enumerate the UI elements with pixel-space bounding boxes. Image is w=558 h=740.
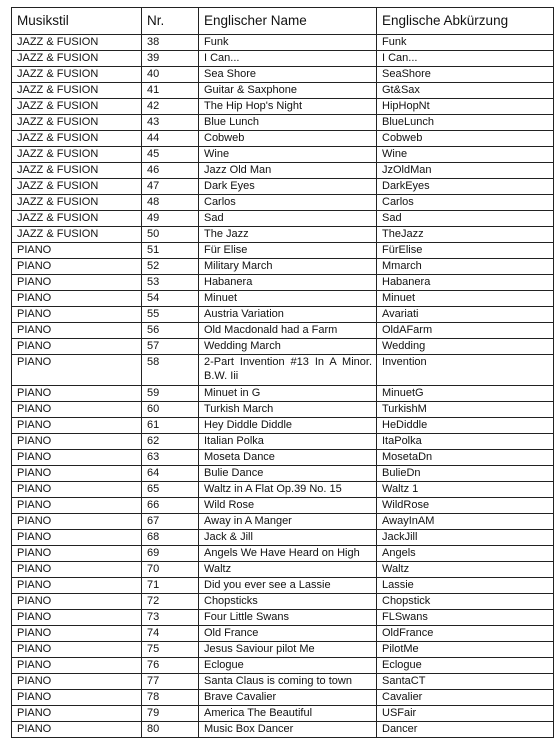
table-row — [12, 706, 554, 722]
cell-musikstil: PIANO — [12, 386, 142, 402]
cell-nr: 48 — [142, 195, 199, 211]
cell-englische-abkuerzung: Sad — [377, 211, 554, 227]
cell-nr: 43 — [142, 115, 199, 131]
cell-englischer-name: Cobweb — [199, 131, 377, 147]
table-row — [12, 131, 554, 147]
cell-englischer-name: Brave Cavalier — [199, 690, 377, 706]
cell-nr: 60 — [142, 402, 199, 418]
cell-musikstil: PIANO — [12, 291, 142, 307]
table-row — [12, 530, 554, 546]
cell-musikstil: PIANO — [12, 243, 142, 259]
cell-musikstil: PIANO — [12, 307, 142, 323]
cell-englische-abkuerzung: Chopstick — [377, 594, 554, 610]
cell-nr: 38 — [142, 35, 199, 51]
cell-musikstil: PIANO — [12, 642, 142, 658]
cell-englische-abkuerzung: I Can... — [377, 51, 554, 67]
table-row — [12, 578, 554, 594]
cell-englische-abkuerzung: AwayInAM — [377, 514, 554, 530]
cell-englischer-name: Eclogue — [199, 658, 377, 674]
table-row — [12, 307, 554, 323]
table-row — [12, 482, 554, 498]
cell-englische-abkuerzung: Carlos — [377, 195, 554, 211]
cell-englische-abkuerzung: Gt&Sax — [377, 83, 554, 99]
table-row — [12, 674, 554, 690]
table-row — [12, 562, 554, 578]
cell-englischer-name: Moseta Dance — [199, 450, 377, 466]
cell-englischer-name: Jazz Old Man — [199, 163, 377, 179]
cell-musikstil: PIANO — [12, 610, 142, 626]
cell-nr: 39 — [142, 51, 199, 67]
cell-nr: 80 — [142, 722, 199, 738]
table-row — [12, 179, 554, 195]
cell-englischer-name: Jesus Saviour pilot Me — [199, 642, 377, 658]
cell-englische-abkuerzung: Waltz 1 — [377, 482, 554, 498]
cell-englische-abkuerzung: Funk — [377, 35, 554, 51]
cell-nr: 76 — [142, 658, 199, 674]
cell-englischer-name: Italian Polka — [199, 434, 377, 450]
cell-nr: 67 — [142, 514, 199, 530]
table-row — [12, 355, 554, 386]
cell-musikstil: JAZZ & FUSION — [12, 163, 142, 179]
cell-musikstil: JAZZ & FUSION — [12, 51, 142, 67]
cell-englische-abkuerzung: Waltz — [377, 562, 554, 578]
header-englischer-name: Englischer Name — [199, 8, 377, 35]
table-row — [12, 466, 554, 482]
cell-musikstil: PIANO — [12, 402, 142, 418]
table-row — [12, 402, 554, 418]
table-row — [12, 291, 554, 307]
cell-englischer-name: Funk — [199, 35, 377, 51]
song-table — [11, 7, 554, 738]
cell-musikstil: PIANO — [12, 626, 142, 642]
cell-englischer-name: Wild Rose — [199, 498, 377, 514]
cell-nr: 78 — [142, 690, 199, 706]
cell-musikstil: PIANO — [12, 275, 142, 291]
cell-nr: 41 — [142, 83, 199, 99]
cell-nr: 65 — [142, 482, 199, 498]
cell-englischer-name: Wine — [199, 147, 377, 163]
cell-englische-abkuerzung: SantaCT — [377, 674, 554, 690]
header-englische-abkuerzung: Englische Abkürzung — [377, 8, 554, 35]
cell-musikstil: PIANO — [12, 658, 142, 674]
cell-nr: 79 — [142, 706, 199, 722]
table-row — [12, 35, 554, 51]
cell-musikstil: JAZZ & FUSION — [12, 211, 142, 227]
cell-englischer-name: Four Little Swans — [199, 610, 377, 626]
cell-musikstil: PIANO — [12, 690, 142, 706]
cell-englische-abkuerzung: Wedding — [377, 339, 554, 355]
cell-nr: 42 — [142, 99, 199, 115]
cell-nr: 71 — [142, 578, 199, 594]
cell-englische-abkuerzung: FLSwans — [377, 610, 554, 626]
cell-musikstil: JAZZ & FUSION — [12, 147, 142, 163]
cell-englischer-name: Old France — [199, 626, 377, 642]
table-row — [12, 195, 554, 211]
cell-englische-abkuerzung: USFair — [377, 706, 554, 722]
cell-nr: 69 — [142, 546, 199, 562]
cell-musikstil: PIANO — [12, 578, 142, 594]
cell-nr: 40 — [142, 67, 199, 83]
cell-nr: 66 — [142, 498, 199, 514]
cell-musikstil: JAZZ & FUSION — [12, 115, 142, 131]
cell-englische-abkuerzung: BlueLunch — [377, 115, 554, 131]
cell-englische-abkuerzung: Angels — [377, 546, 554, 562]
cell-musikstil: JAZZ & FUSION — [12, 227, 142, 243]
table-row — [12, 211, 554, 227]
cell-musikstil: PIANO — [12, 514, 142, 530]
cell-englischer-name: Music Box Dancer — [199, 722, 377, 738]
table-row — [12, 498, 554, 514]
cell-musikstil: PIANO — [12, 323, 142, 339]
table-row — [12, 418, 554, 434]
cell-nr: 55 — [142, 307, 199, 323]
table-row — [12, 434, 554, 450]
table-row — [12, 642, 554, 658]
cell-englischer-name: Minuet in G — [199, 386, 377, 402]
cell-musikstil: PIANO — [12, 466, 142, 482]
cell-englischer-name: Habanera — [199, 275, 377, 291]
table-row — [12, 658, 554, 674]
cell-musikstil: JAZZ & FUSION — [12, 99, 142, 115]
cell-musikstil: PIANO — [12, 450, 142, 466]
cell-musikstil: PIANO — [12, 355, 142, 386]
cell-englische-abkuerzung: ItaPolka — [377, 434, 554, 450]
cell-englischer-name: Sea Shore — [199, 67, 377, 83]
cell-englische-abkuerzung: BulieDn — [377, 466, 554, 482]
cell-englische-abkuerzung: MosetaDn — [377, 450, 554, 466]
header-nr: Nr. — [142, 8, 199, 35]
cell-englische-abkuerzung: Invention — [377, 355, 554, 386]
cell-englische-abkuerzung: JzOldMan — [377, 163, 554, 179]
table-row — [12, 163, 554, 179]
header-musikstil: Musikstil — [12, 8, 142, 35]
cell-nr: 62 — [142, 434, 199, 450]
cell-englische-abkuerzung: TurkishM — [377, 402, 554, 418]
cell-nr: 56 — [142, 323, 199, 339]
cell-nr: 46 — [142, 163, 199, 179]
cell-musikstil: PIANO — [12, 482, 142, 498]
cell-englische-abkuerzung: FürElise — [377, 243, 554, 259]
table-body — [12, 35, 554, 738]
cell-englische-abkuerzung: Habanera — [377, 275, 554, 291]
table-row — [12, 99, 554, 115]
cell-nr: 52 — [142, 259, 199, 275]
cell-englische-abkuerzung: Wine — [377, 147, 554, 163]
cell-nr: 70 — [142, 562, 199, 578]
cell-nr: 77 — [142, 674, 199, 690]
cell-englischer-name: Austria Variation — [199, 307, 377, 323]
cell-musikstil: JAZZ & FUSION — [12, 35, 142, 51]
cell-englischer-name: Turkish March — [199, 402, 377, 418]
cell-musikstil: PIANO — [12, 594, 142, 610]
cell-englische-abkuerzung: MinuetG — [377, 386, 554, 402]
cell-englische-abkuerzung: HipHopNt — [377, 99, 554, 115]
cell-nr: 61 — [142, 418, 199, 434]
cell-nr: 58 — [142, 355, 199, 386]
cell-nr: 53 — [142, 275, 199, 291]
table-row — [12, 259, 554, 275]
cell-musikstil: PIANO — [12, 339, 142, 355]
table-row — [12, 339, 554, 355]
cell-englischer-name: Minuet — [199, 291, 377, 307]
table-row — [12, 450, 554, 466]
cell-englischer-name: Did you ever see a Lassie — [199, 578, 377, 594]
table-row — [12, 386, 554, 402]
table-row — [12, 147, 554, 163]
cell-englischer-name: 2-Part Invention #13 In A Minor. B.W. Iii — [199, 355, 377, 386]
cell-nr: 73 — [142, 610, 199, 626]
table-row — [12, 323, 554, 339]
table-row — [12, 115, 554, 131]
cell-englische-abkuerzung: WildRose — [377, 498, 554, 514]
cell-englischer-name: Waltz in A Flat Op.39 No. 15 — [199, 482, 377, 498]
cell-englischer-name: Sad — [199, 211, 377, 227]
cell-nr: 72 — [142, 594, 199, 610]
cell-musikstil: PIANO — [12, 434, 142, 450]
table-row — [12, 275, 554, 291]
cell-englischer-name: Santa Claus is coming to town — [199, 674, 377, 690]
cell-musikstil: PIANO — [12, 498, 142, 514]
table-row — [12, 83, 554, 99]
header-row — [12, 8, 554, 35]
cell-englischer-name: Waltz — [199, 562, 377, 578]
cell-englische-abkuerzung: Lassie — [377, 578, 554, 594]
cell-englische-abkuerzung: Eclogue — [377, 658, 554, 674]
cell-englische-abkuerzung: PilotMe — [377, 642, 554, 658]
cell-nr: 64 — [142, 466, 199, 482]
cell-musikstil: JAZZ & FUSION — [12, 67, 142, 83]
cell-englischer-name: Hey Diddle Diddle — [199, 418, 377, 434]
cell-englischer-name: Blue Lunch — [199, 115, 377, 131]
cell-englische-abkuerzung: HeDiddle — [377, 418, 554, 434]
cell-englische-abkuerzung: Cobweb — [377, 131, 554, 147]
cell-nr: 54 — [142, 291, 199, 307]
table-row — [12, 690, 554, 706]
cell-englische-abkuerzung: SeaShore — [377, 67, 554, 83]
cell-musikstil: JAZZ & FUSION — [12, 195, 142, 211]
cell-englische-abkuerzung: Dancer — [377, 722, 554, 738]
cell-musikstil: PIANO — [12, 706, 142, 722]
cell-nr: 57 — [142, 339, 199, 355]
table-row — [12, 51, 554, 67]
cell-englische-abkuerzung: Mmarch — [377, 259, 554, 275]
cell-englischer-name: America The Beautiful — [199, 706, 377, 722]
cell-englischer-name: Angels We Have Heard on High — [199, 546, 377, 562]
table-row — [12, 546, 554, 562]
cell-englischer-name: The Jazz — [199, 227, 377, 243]
cell-englischer-name: Chopsticks — [199, 594, 377, 610]
cell-englische-abkuerzung: TheJazz — [377, 227, 554, 243]
cell-musikstil: JAZZ & FUSION — [12, 131, 142, 147]
cell-englischer-name: Old Macdonald had a Farm — [199, 323, 377, 339]
cell-nr: 50 — [142, 227, 199, 243]
cell-musikstil: PIANO — [12, 418, 142, 434]
cell-englische-abkuerzung: OldFrance — [377, 626, 554, 642]
cell-nr: 49 — [142, 211, 199, 227]
cell-englischer-name: Jack & Jill — [199, 530, 377, 546]
cell-nr: 59 — [142, 386, 199, 402]
cell-englische-abkuerzung: DarkEyes — [377, 179, 554, 195]
cell-englischer-name: Bulie Dance — [199, 466, 377, 482]
table-row — [12, 594, 554, 610]
cell-musikstil: PIANO — [12, 546, 142, 562]
table-row — [12, 610, 554, 626]
cell-englische-abkuerzung: Cavalier — [377, 690, 554, 706]
cell-englischer-name: The Hip Hop's Night — [199, 99, 377, 115]
cell-englischer-name: Away in A Manger — [199, 514, 377, 530]
cell-englische-abkuerzung: Minuet — [377, 291, 554, 307]
cell-musikstil: JAZZ & FUSION — [12, 179, 142, 195]
cell-musikstil: PIANO — [12, 530, 142, 546]
table-row — [12, 243, 554, 259]
cell-nr: 45 — [142, 147, 199, 163]
cell-musikstil: PIANO — [12, 562, 142, 578]
cell-nr: 51 — [142, 243, 199, 259]
cell-englischer-name: Military March — [199, 259, 377, 275]
cell-englische-abkuerzung: Avariati — [377, 307, 554, 323]
cell-nr: 75 — [142, 642, 199, 658]
cell-nr: 44 — [142, 131, 199, 147]
cell-musikstil: PIANO — [12, 674, 142, 690]
cell-nr: 74 — [142, 626, 199, 642]
cell-nr: 47 — [142, 179, 199, 195]
table-row — [12, 227, 554, 243]
table-row — [12, 67, 554, 83]
cell-musikstil: PIANO — [12, 722, 142, 738]
cell-englischer-name: I Can... — [199, 51, 377, 67]
cell-nr: 68 — [142, 530, 199, 546]
cell-musikstil: JAZZ & FUSION — [12, 83, 142, 99]
table-row — [12, 722, 554, 738]
cell-englische-abkuerzung: JackJill — [377, 530, 554, 546]
cell-englische-abkuerzung: OldAFarm — [377, 323, 554, 339]
cell-englischer-name: Dark Eyes — [199, 179, 377, 195]
cell-musikstil: PIANO — [12, 259, 142, 275]
cell-englischer-name: Carlos — [199, 195, 377, 211]
table-row — [12, 626, 554, 642]
cell-nr: 63 — [142, 450, 199, 466]
cell-englischer-name: Für Elise — [199, 243, 377, 259]
table-row — [12, 514, 554, 530]
cell-englischer-name: Guitar & Saxphone — [199, 83, 377, 99]
cell-englischer-name: Wedding March — [199, 339, 377, 355]
